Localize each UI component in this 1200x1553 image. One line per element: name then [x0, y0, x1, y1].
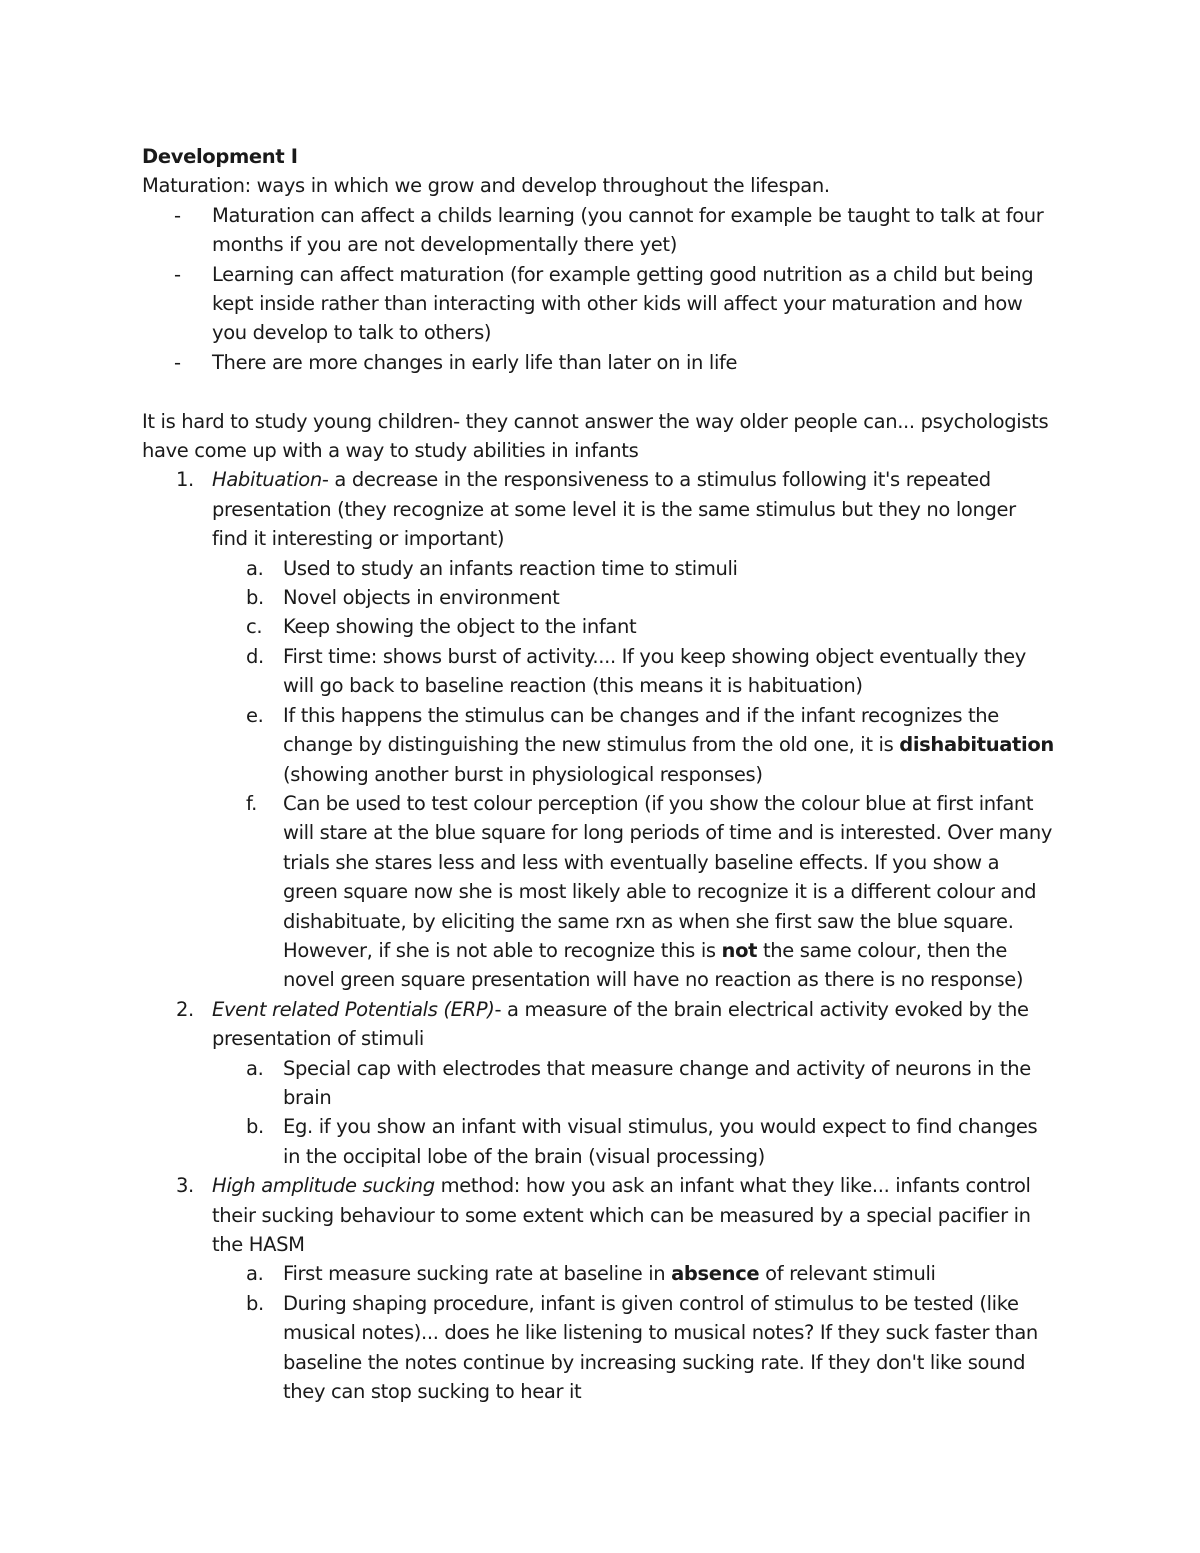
list-number: 2. [176, 997, 194, 1021]
intro-line: Maturation: ways in which we grow and develop throughout the lifespan. [142, 174, 830, 198]
sub-line: Keep showing the object to the infant [283, 615, 637, 639]
list-number: 3. [176, 1174, 194, 1198]
bullet-line: There are more changes in early life than later on in life [212, 350, 738, 374]
item-line: their sucking behaviour to some extent which can be measured by a special pacifier in [212, 1203, 1031, 1227]
sub-line [283, 936, 1072, 965]
sub-line: Used to study an infants reaction time to stimuli [283, 556, 738, 580]
sub-text: change by distinguishing the new stimulus from the old one, it is [283, 733, 900, 757]
sub-line: During shaping procedure, infant is given control of stimulus to be tested (like [283, 1291, 1019, 1315]
item-line [212, 1171, 1072, 1200]
sub-line: Eg. if you show an infant with visual stimulus, you would expect to find changes [283, 1115, 1038, 1139]
sub-item [142, 1289, 1072, 1407]
dash-marker: - [174, 350, 181, 374]
sub-item [142, 554, 1072, 583]
bold-term-dishabituation: dishabituation [899, 733, 1054, 757]
sub-line: trials she stares less and less with eventually baseline effects. If you show a [283, 850, 1000, 874]
sub-line: Novel objects in environment [283, 586, 560, 610]
sub-line: dishabituate, by eliciting the same rxn as when she first saw the blue square. [283, 909, 1014, 933]
sub-text: of relevant stimuli [759, 1262, 936, 1286]
sub-line: (showing another burst in physiological responses) [283, 762, 763, 786]
bold-term-not: not [721, 938, 758, 962]
sub-line: musical notes)... does he like listening to musical notes? If they suck faster than [283, 1321, 1038, 1345]
bullet-item [142, 201, 1072, 260]
sub-marker: b. [246, 586, 264, 610]
paragraph-gap [142, 377, 1072, 406]
dash-marker: - [174, 262, 181, 286]
sub-item [142, 1259, 1072, 1288]
sub-marker: d. [246, 644, 264, 668]
item-line [212, 995, 1072, 1024]
item-line: presentation of stimuli [212, 1027, 424, 1051]
para2-line: It is hard to study young children- they cannot answer the way older people can... psychologists [142, 409, 1049, 433]
sub-marker: b. [246, 1291, 264, 1315]
sub-line: If this happens the stimulus can be changes and if the infant recognizes the [283, 703, 999, 727]
sub-text: First measure sucking rate at baseline in [283, 1262, 672, 1286]
sub-text: However, if she is not able to recognize this is [283, 938, 722, 962]
sub-line: brain [283, 1085, 332, 1109]
sub-marker: e. [246, 703, 264, 727]
sub-item [142, 789, 1072, 995]
bullet-item [142, 260, 1072, 348]
sub-line [283, 1259, 1072, 1288]
bold-term-absence: absence [671, 1262, 760, 1286]
sub-line: in the occipital lobe of the brain (visual processing) [283, 1144, 765, 1168]
item-text: - a decrease in the responsiveness to a stimulus following it's repeated [321, 468, 991, 492]
sub-item [142, 583, 1072, 612]
sub-marker: a. [246, 1056, 264, 1080]
term-hasm: High amplitude sucking [212, 1174, 435, 1198]
sub-line [283, 730, 1072, 759]
bullet-line: Maturation can affect a childs learning (you cannot for example be taught to talk at four [212, 203, 1044, 227]
sub-line: will go back to baseline reaction (this means it is habituation) [283, 674, 863, 698]
sub-line: they can stop sucking to hear it [283, 1380, 582, 1404]
sub-line: First time: shows burst of activity.... If you keep showing object eventually they [283, 644, 1026, 668]
sub-line: Special cap with electrodes that measure change and activity of neurons in the [283, 1056, 1031, 1080]
list-number: 1. [176, 468, 194, 492]
term-erp: Event related Potentials (ERP) [212, 997, 495, 1021]
bullet-line: Learning can affect maturation (for example getting good nutrition as a child but being [212, 262, 1034, 286]
sub-item [142, 1112, 1072, 1171]
bullet-line: kept inside rather than interacting with other kids will affect your maturation and how [212, 292, 1023, 316]
doc-title: Development I [142, 145, 298, 168]
sub-marker: b. [246, 1115, 264, 1139]
sub-marker: a. [246, 556, 264, 580]
sub-item [142, 701, 1072, 789]
sub-line: novel green square presentation will have no reaction as there is no response) [283, 968, 1024, 992]
sub-item [142, 1054, 1072, 1113]
sub-marker: c. [246, 615, 263, 639]
item-line [212, 465, 1072, 494]
list-item-hasm [142, 1171, 1072, 1259]
document-page [142, 142, 1072, 1406]
bullet-line: months if you are not developmentally there yet) [212, 233, 677, 257]
term-habituation: Habituation [212, 468, 322, 492]
sub-line: green square now she is most likely able to recognize it is a different colour and [283, 880, 1037, 904]
item-line: presentation (they recognize at some level it is the same stimulus but they no longer [212, 497, 1016, 521]
para2-line: have come up with a way to study abilities in infants [142, 439, 639, 463]
sub-text: the same colour, then the [757, 938, 1008, 962]
item-line: find it interesting or important) [212, 527, 505, 551]
item-line: the HASM [212, 1233, 305, 1257]
sub-line: baseline the notes continue by increasing sucking rate. If they don't like sound [283, 1350, 1026, 1374]
list-item-habituation [142, 465, 1072, 553]
sub-item [142, 612, 1072, 641]
sub-line: will stare at the blue square for long periods of time and is interested. Over many [283, 821, 1053, 845]
dash-marker: - [174, 203, 181, 227]
list-item-erp [142, 995, 1072, 1054]
item-text: - a measure of the brain electrical activity evoked by the [494, 997, 1029, 1021]
bullet-item [142, 348, 1072, 377]
sub-line: Can be used to test colour perception (if you show the colour blue at first infant [283, 791, 1034, 815]
sub-item [142, 642, 1072, 701]
sub-marker: f. [246, 791, 257, 815]
item-text: method: how you ask an infant what they like... infants control [434, 1174, 1031, 1198]
bullet-line: you develop to talk to others) [212, 321, 492, 345]
sub-marker: a. [246, 1262, 264, 1286]
